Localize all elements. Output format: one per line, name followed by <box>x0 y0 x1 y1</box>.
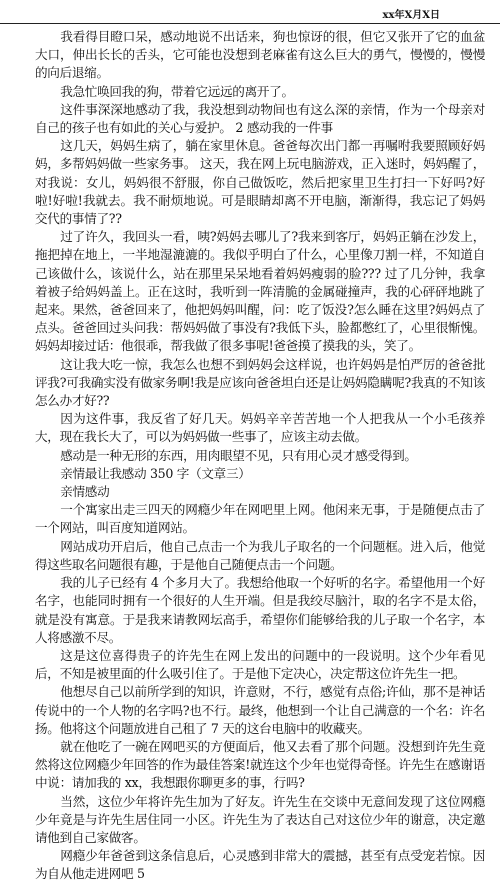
section-subtitle: 亲情感动 <box>60 484 110 500</box>
header-date: xx年X月X日 <box>382 10 440 21</box>
page-header <box>0 0 500 24</box>
paragraph: 当然，这位少年将许先生加为了好友。许先生在交谈中无意间发现了这位网瘾少年竟是与许先生居住同一小区。许先生为了表达自己对这位少年的谢意，决定邀请他到自己家做客。 <box>35 793 485 845</box>
paragraph: 我看得目瞪口呆，感动地说不出话来，狗也惊讶的很，但它又张开了它的血盆大口，伸出长长的舌头，它可能也没想到老麻雀有这么巨大的勇气，慢慢的，慢慢的向后退缩。 <box>35 29 485 81</box>
paragraph: 这让我大吃一惊，我怎么也想不到妈妈会这样说，也许妈妈是怕严厉的爸爸批评我?可我确实没有做家务啊!我是应该向爸爸坦白还是让妈妈隐瞒呢?我真的不知该怎么办才好?? <box>35 356 485 409</box>
document-body <box>35 28 485 884</box>
section-title: 亲情最让我感动 350 字（文章三） <box>60 465 251 481</box>
paragraph: 网站成功开启后，他自己点击一个为我儿子取名的一个问题框。进入后，他觉得这些取名问题很有趣，于是他自己随便点击一个问题。 <box>35 538 485 572</box>
paragraph: 这几天，妈妈生病了，躺在家里休息。爸爸每次出门都一再嘱咐我要照顾好妈妈，多帮妈妈做一些家务事。 这天，我在网上玩电脑游戏，正入迷时，妈妈醒了，对我说：女儿，妈妈很不舒服，你自己做饭吃，然后把家里卫生打扫一下好吗?好啦!好啦!我就去。我不耐烦地说。可是眼睛却离不开电脑，渐渐得，我忘记了妈妈交代的事情了?? <box>35 138 485 227</box>
paragraph: 他想尽自己以前所学到的知识，许意财，不行，感觉有点俗;许仙，那不是神话传说中的一个人物的名字吗?也不行。最终，他想到一个让自己满意的一个名：许名扬。他将这个问题放进自己租了 7 天的这台电脑中的收藏夹。 <box>35 684 485 736</box>
paragraph: 因为这件事，我反省了好几天。妈妈辛辛苦苦地一个人把我从一个小毛孩养大，现在我长大了，可以为妈妈做一些事了，应该主动去做。 <box>35 411 485 445</box>
paragraph: 我的儿子已经有 4 个多月大了。我想给他取一个好听的名字。希望他用一个好名字，也能同时拥有一个很好的人生开端。但是我绞尽脑汁，取的名字不是太俗，就是没有寓意。于是我来请教网坛高手，希望你们能够给我的儿子取一个名字，本人将感激不尽。 <box>35 575 485 645</box>
paragraph: 这件事深深地感动了我，我没想到动物间也有这么深的亲情，作为一个母亲对自己的孩子也有如此的关心与爱护。 2 感动我的一件事 <box>35 101 485 136</box>
paragraph: 我急忙唤回我的狗，带着它远远的离开了。 <box>60 83 294 99</box>
paragraph: 一个寓家出走三四天的网瘾少年在网吧里上网。他闲来无事，于是随便点击了一个网站，叫百度知道网站。 <box>35 502 485 536</box>
paragraph: 这是这位喜得贵子的许先生在网上发出的问题中的一段说明。这个少年看见后，不知是被里面的什么吸引住了。于是他下定决心，决定帮这位许先生一把。 <box>35 647 485 682</box>
paragraph: 网瘾少年爸爸到这条信息后，心灵感到非常大的震撼，甚至有点受宠若惊。因为自从他走进网吧 5 <box>35 848 485 882</box>
paragraph: 就在他吃了一碗在网吧买的方便面后，他又去看了那个问题。没想到许先生竟然将这位网瘾少年回答的作为最佳答案!就连这个少年也觉得奇怪。许先生在感谢语中说：请加我的 xx，我想跟你聊更多的事，行吗? <box>35 738 485 791</box>
paragraph: 感动是一种无形的东西，用肉眼望不见，只有用心灵才感受得到。 <box>60 447 417 463</box>
paragraph: 过了许久，我回头一看，咦?妈妈去哪儿了?我来到客厅，妈妈正躺在沙发上，拖把掉在地上，一半地湿漉漉的。我似乎明白了什么，心里像刀割一样，不知道自己该做什么，该说什么，站在那里呆呆地看着妈妈瘦弱的脸??? 过了几分钟，我拿着被子给妈妈盖上。正在这时，我听到一阵清脆的金属碰撞声，我的心砰砰地跳了起来。果然，爸爸回来了，他把妈妈叫醒，问：吃了饭没?怎么睡在这里?妈妈点了点头。爸爸回过头问我：帮妈妈做了事没有?我低下头，脸都憋红了，心里很惭愧。妈妈却接过话：他很乖，帮我做了很多事呢!爸爸摸了摸我的头，笑了。 <box>35 229 485 354</box>
